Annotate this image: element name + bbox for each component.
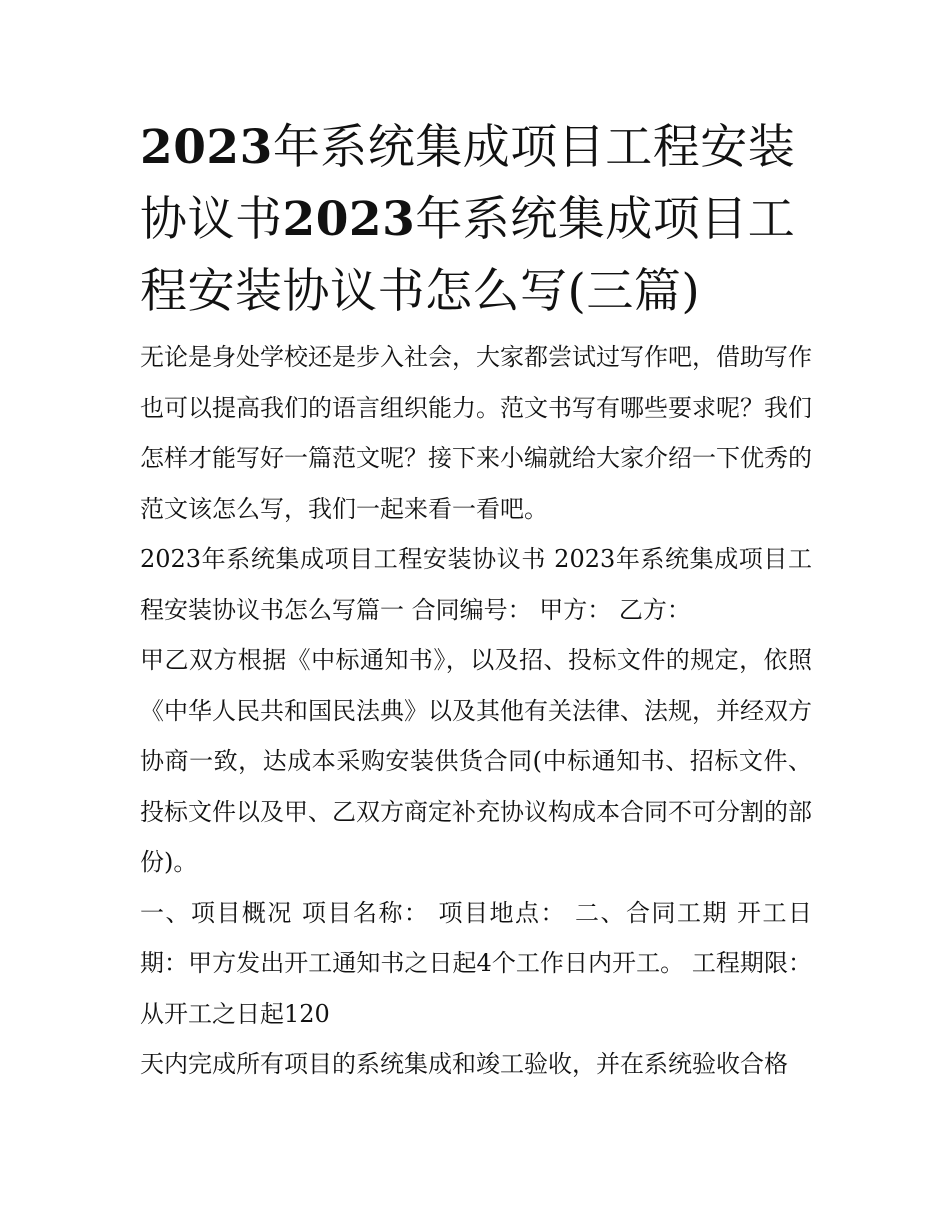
intro-paragraph: 无论是身处学校还是步入社会，大家都尝试过写作吧，借助写作也可以提高我们的语言组织能力。范文书写有哪些要求呢？我们怎样才能写好一篇范文呢？接下来小编就给大家介绍一下优秀的范文该怎么写，我们一起来看一看吧。	[140, 343, 812, 523]
title-part-1: 年系统集成项目工程安装协议书	[140, 120, 796, 247]
title-part-2: 年系统集成项目工程安装协议书怎么写(三篇)	[140, 192, 796, 319]
title-year-2: 2023	[282, 192, 416, 247]
title-year-1: 2023	[140, 120, 273, 175]
document-page	[140, 112, 812, 1090]
heading-paragraph: 2023年系统集成项目工程安装协议书 2023年系统集成项目工程安装协议书怎么写篇一 合同编号： 甲方： 乙方：	[140, 545, 812, 624]
document-title	[140, 112, 812, 328]
document-body	[140, 332, 812, 1090]
project-overview-paragraph: 一、项目概况 项目名称： 项目地点： 二、合同工期 开工日期：甲方发出开工通知书之日起4个工作日内开工。 工程期限：从开工之日起120	[140, 898, 812, 1028]
completion-paragraph: 天内完成所有项目的系统集成和竣工验收，并在系统验收合格	[140, 1050, 788, 1078]
agreement-paragraph: 甲乙双方根据《中标通知书》，以及招、投标文件的规定，依照《中华人民共和国民法典》以及其他有关法律、法规，并经双方协商一致，达成本采购安装供货合同(中标通知书、招标文件、投标文件以及甲、乙双方商定补充协议构成本合同不可分割的部份)。	[140, 646, 812, 876]
